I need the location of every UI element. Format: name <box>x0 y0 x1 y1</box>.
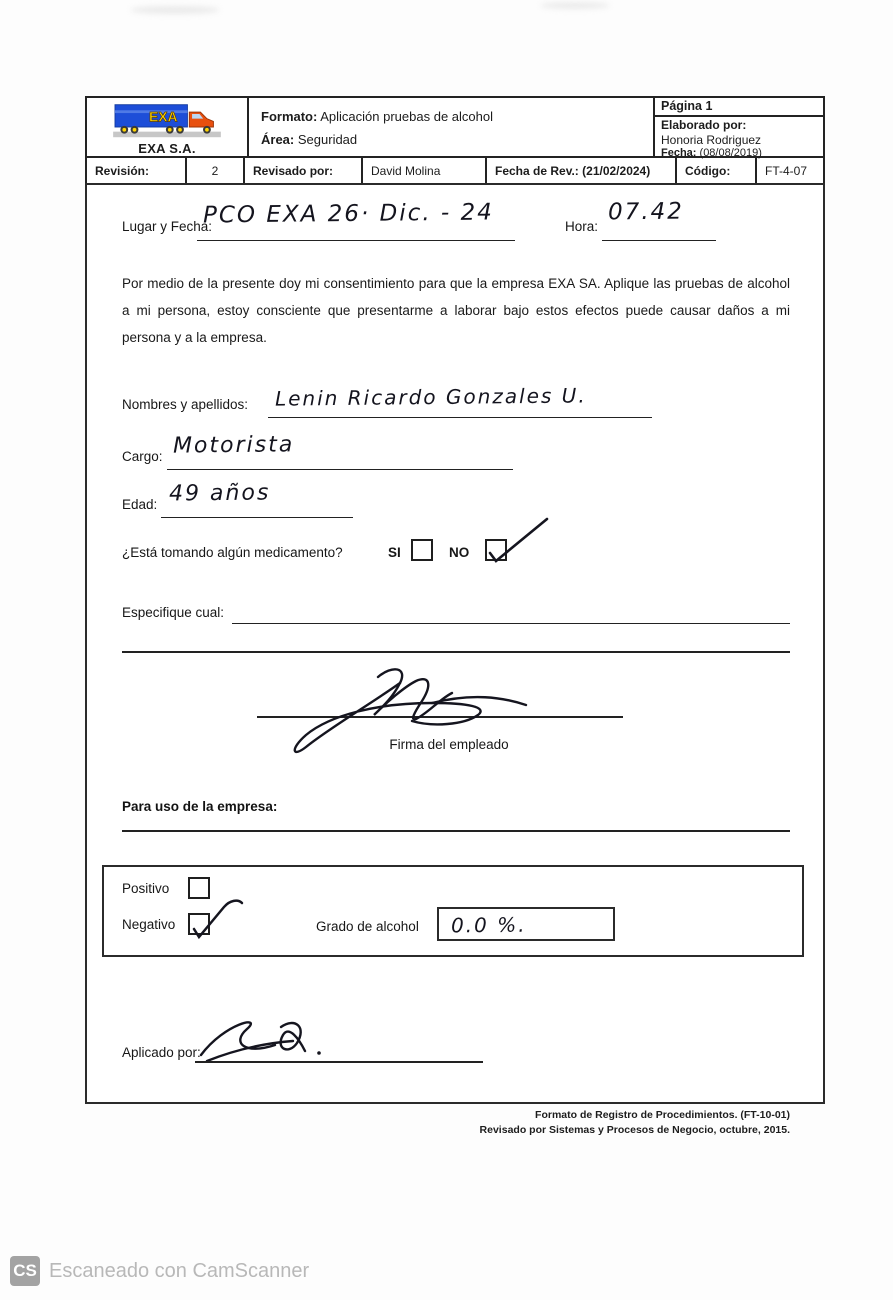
cargo-handwriting: Motorista <box>172 432 295 459</box>
no-label: NO <box>449 545 470 560</box>
fecha-rev-label: Fecha de Rev.: <box>495 164 579 178</box>
edad-label: Edad: <box>122 497 158 512</box>
page-info-cell <box>655 98 823 160</box>
lugar-fecha-handwriting: PCO EXA 26· Dic. - 24 <box>202 199 494 229</box>
footer-line2: Revisado por Sistemas y Procesos de Negocio, octubre, 2015. <box>479 1123 790 1136</box>
revision-row <box>87 158 823 184</box>
empresa-section-label: Para uso de la empresa: <box>122 799 278 814</box>
no-checkbox <box>485 539 507 561</box>
nombres-handwriting: Lenin Ricardo Gonzales U. <box>274 383 587 411</box>
format-cell <box>249 98 655 156</box>
area-line <box>261 129 641 152</box>
footer-line1: Formato de Registro de Procedimientos. (FT-10-01) <box>535 1109 790 1121</box>
elaborado-value: Honoria Rodriguez <box>661 132 762 147</box>
area-value: Seguridad <box>297 131 358 147</box>
company-name: EXA S.A. <box>138 141 196 156</box>
revisado-label: Revisado por: <box>245 158 363 184</box>
firma-caption: Firma del empleado <box>389 737 509 752</box>
revision-value: 2 <box>187 158 245 184</box>
camscanner-badge-icon: CS <box>10 1256 40 1286</box>
aplicado-label: Aplicado por: <box>122 1045 201 1060</box>
especifique-label: Especifique cual: <box>122 605 225 620</box>
codigo-label: Código: <box>677 158 757 184</box>
elaborado-block <box>655 117 823 162</box>
consent-paragraph: Por medio de la presente doy mi consentimiento para que la empresa EXA SA. Aplique las pruebas de alcohol a mi persona, estoy consciente que presentarme a laborar bajo estos efectos puede causar daños a mi persona y a la empresa. <box>122 276 790 345</box>
si-label: SI <box>388 545 401 560</box>
camscanner-watermark <box>10 1256 309 1286</box>
aplicado-line <box>195 1061 483 1063</box>
camscanner-text: Escaneado con CamScanner <box>49 1259 310 1282</box>
document-header-table <box>85 96 825 186</box>
document-footer <box>480 1108 790 1137</box>
logo-cell <box>87 98 249 156</box>
empresa-line <box>122 830 790 832</box>
edad-handwriting: 49 años <box>168 480 271 507</box>
nombres-label: Nombres y apellidos: <box>122 397 249 412</box>
si-checkbox <box>411 539 433 561</box>
revisado-value: David Molina <box>363 158 487 184</box>
positivo-checkbox <box>188 877 210 899</box>
formato-label: Formato: <box>261 109 318 124</box>
revision-label: Revisión: <box>87 158 187 184</box>
header-top-row <box>87 98 823 158</box>
fecha-value: (08/08/2019) <box>699 147 762 160</box>
page-number: Página 1 <box>655 98 823 117</box>
positivo-label: Positivo <box>122 881 170 896</box>
edad-line <box>161 517 353 518</box>
codigo-value: FT-4-07 <box>765 164 808 178</box>
hora-line <box>602 240 716 241</box>
elaborado-label: Elaborado por: <box>661 118 747 132</box>
truck-logo-icon <box>109 101 225 140</box>
svg-text:EXA: EXA <box>148 108 178 125</box>
medicamento-question: ¿Está tomando algún medicamento? <box>122 545 343 560</box>
cargo-label: Cargo: <box>122 449 163 464</box>
formato-line <box>261 106 641 129</box>
grado-value-box <box>437 907 615 941</box>
especifique-line1 <box>232 623 790 624</box>
hora-handwriting: 07.42 <box>607 198 684 226</box>
fecha-label: Fecha: <box>661 147 697 160</box>
hora-label: Hora: <box>565 219 599 234</box>
scan-smudge <box>130 6 220 14</box>
result-box <box>102 865 804 957</box>
form-body <box>85 183 825 1104</box>
grado-handwriting: 0.0 %. <box>450 912 527 938</box>
fecha-rev-cell <box>487 158 677 184</box>
area-label: Área: <box>261 131 295 147</box>
nombres-line <box>268 417 652 418</box>
lugar-fecha-label: Lugar y Fecha: <box>122 219 213 234</box>
negativo-checkbox <box>188 913 210 935</box>
fecha-rev-value: (21/02/2024) <box>582 164 651 178</box>
negativo-label: Negativo <box>122 917 176 932</box>
scan-smudge <box>540 2 610 9</box>
formato-value: Aplicación pruebas de alcohol <box>320 109 493 124</box>
lugar-fecha-line <box>197 240 515 241</box>
especifique-line2 <box>122 651 790 653</box>
grado-label: Grado de alcohol <box>316 919 419 934</box>
cargo-line <box>167 469 513 470</box>
